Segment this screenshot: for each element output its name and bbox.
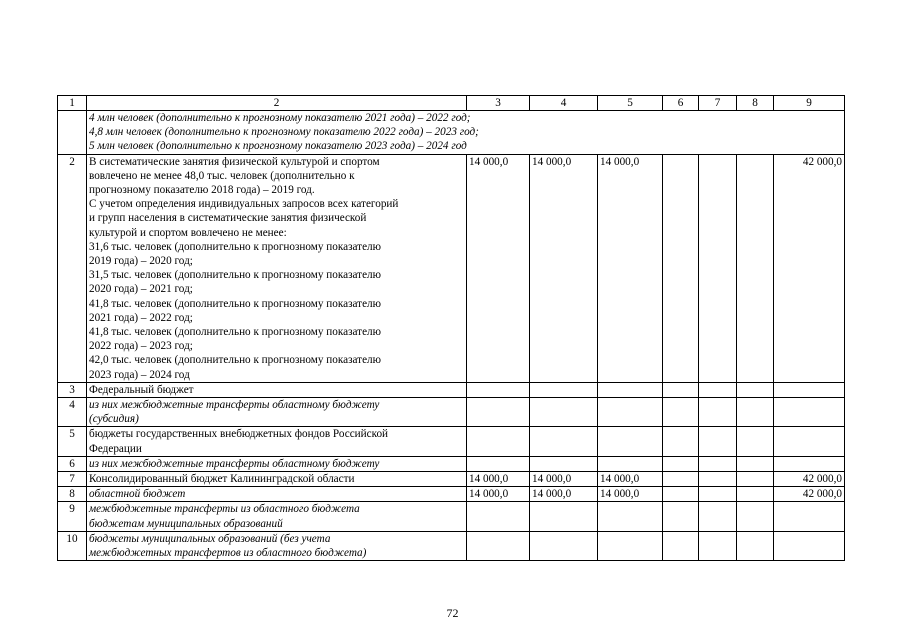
row-description: Федеральный бюджет	[87, 382, 467, 397]
col-header-4: 4	[530, 96, 598, 111]
cell-col4: 14 000,0	[530, 154, 598, 382]
cell-col5: 14 000,0	[598, 154, 663, 382]
row-description: областной бюджет	[87, 487, 467, 502]
table-row	[58, 456, 845, 471]
row-description: бюджеты муниципальных образований (без учета межбюджетных трансфертов из областного бюджета)	[87, 531, 467, 560]
row-number: 7	[58, 472, 87, 487]
row-description: бюджеты государственных внебюджетных фондов Российской Федерации	[87, 427, 467, 456]
col-header-2: 2	[87, 96, 467, 111]
col-header-5: 5	[598, 96, 663, 111]
table-row	[58, 382, 845, 397]
table-row	[58, 502, 845, 531]
continuation-row	[58, 111, 845, 155]
cell-col9: 42 000,0	[774, 487, 845, 502]
row-description: Консолидированный бюджет Калининградской области	[87, 472, 467, 487]
col-header-6: 6	[663, 96, 699, 111]
row-number: 8	[58, 487, 87, 502]
table-row	[58, 531, 845, 560]
col-header-8: 8	[737, 96, 774, 111]
continuation-text: 4 млн человек (дополнительно к прогнозному показателю 2021 года) – 2022 год; 4,8 млн человек (дополнительно к прогнозному показателю 2022 года) – 2023 год; 5 млн человек (дополнительно к прогнозному показателю 2023 года) – 2024 год	[87, 111, 845, 155]
table-row	[58, 487, 845, 502]
row-description: из них межбюджетные трансферты областному бюджету (субсидия)	[87, 398, 467, 427]
row-number: 3	[58, 382, 87, 397]
budget-table	[57, 95, 845, 561]
col-header-1: 1	[58, 96, 87, 111]
row-description: из них межбюджетные трансферты областному бюджету	[87, 456, 467, 471]
table-row	[58, 427, 845, 456]
col-header-3: 3	[467, 96, 530, 111]
table-row	[58, 398, 845, 427]
row-number: 5	[58, 427, 87, 456]
row-description: В систематические занятия физической культурой и спортом вовлечено не менее 48,0 тыс. человек (дополнительно к прогнозному показателю 2018 года) – 2019 год. С учетом определения индивидуальных запросов всех категорий и групп населения в систематические занятия физической культурой и спортом вовлечено не менее: 31,6 тыс. человек (дополнительно к прогнозному показателю 2019 года) – 2020 год; 31,5 тыс. человек (дополнительно к прогнозному показателю 2020 года) – 2021 год; 41,8 тыс. человек (дополнительно к прогнозному показателю 2021 года) – 2022 год; 41,8 тыс. человек (дополнительно к прогнозному показателю 2022 года) – 2023 год; 42,0 тыс. человек (дополнительно к прогнозному показателю 2023 года) – 2024 год	[87, 154, 467, 382]
table-row	[58, 154, 845, 382]
page-number: 72	[446, 606, 459, 620]
row-description: межбюджетные трансферты из областного бюджета бюджетам муниципальных образований	[87, 502, 467, 531]
cell-col9: 42 000,0	[774, 154, 845, 382]
cell-col5: 14 000,0	[598, 487, 663, 502]
cell-col9: 42 000,0	[774, 472, 845, 487]
col-header-9: 9	[774, 96, 845, 111]
row-number: 10	[58, 531, 87, 560]
cell-col3: 14 000,0	[467, 154, 530, 382]
row-number: 9	[58, 502, 87, 531]
cell-col3: 14 000,0	[467, 487, 530, 502]
header-row	[58, 96, 845, 111]
col-header-7: 7	[699, 96, 737, 111]
cell-col5: 14 000,0	[598, 472, 663, 487]
row-number: 2	[58, 154, 87, 382]
table-row	[58, 472, 845, 487]
cell-col3: 14 000,0	[467, 472, 530, 487]
row-number: 4	[58, 398, 87, 427]
cell-col4: 14 000,0	[530, 487, 598, 502]
cell-col4: 14 000,0	[530, 472, 598, 487]
row-number: 6	[58, 456, 87, 471]
